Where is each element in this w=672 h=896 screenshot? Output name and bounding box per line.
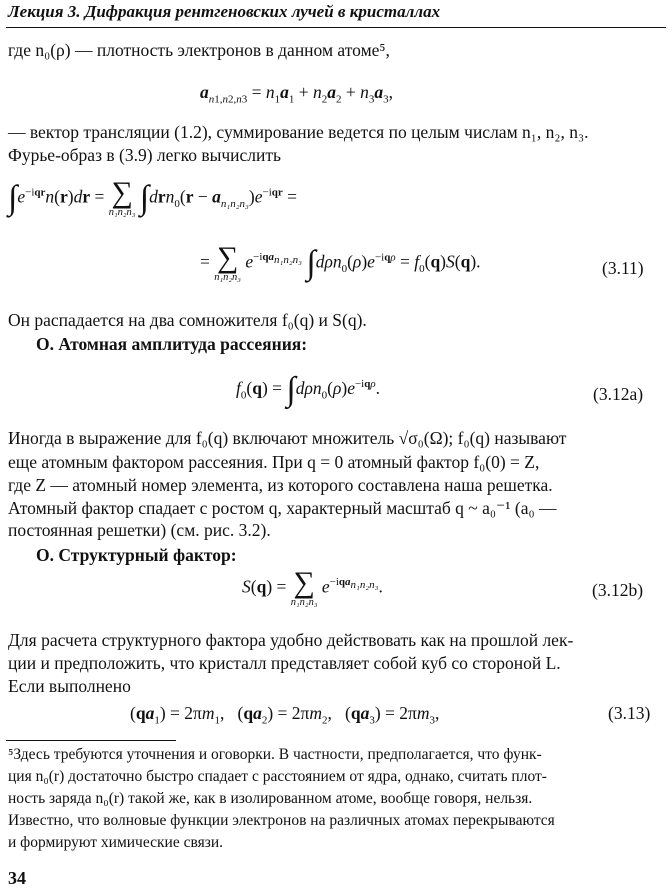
- equation-fourier-line1: $\int e^{-iqr}n(r)dr$ = ∑ n₁n₂n₃ $\int drn_0(r - a_{n_1n_2n_3})e^{-iqr}$ =: [8, 176, 297, 218]
- footnote-line-1: ⁵Здесь требуются уточнения и оговорки. В частности, предполагается, что функ-: [8, 746, 542, 763]
- text-line-3: Фурье-образ в (3.9) легко вычислить: [8, 145, 282, 165]
- page-number: 34: [8, 868, 26, 888]
- equation-fourier-line2: = ∑ n₁n₂n₃ $e^{-iqa_{n_1n_2n_3}}$ $\int d\rho n_0(\rho)e^{-iq\rho} = f_0(q)S(q)$.: [200, 241, 481, 283]
- equation-number-3-13: (3.13): [608, 703, 651, 723]
- text-line-2: — вектор трансляции (1.2), суммирование ведется по целым числам n₁, n₂, n₃.: [8, 122, 589, 142]
- footnote-line-3: ность заряда n₀(r) такой же, как в изолированном атоме, вообще говоря, нельзя.: [8, 790, 533, 807]
- footnote-line-2: ция n₀(r) достаточно быстро спадает с расстоянием от ядра, однако, считать плот-: [8, 768, 547, 785]
- equation-number-3-11: (3.11): [602, 258, 644, 278]
- footnote-line-4: Известно, что волновые функции электронов на различных атомах перекрываются: [8, 812, 555, 829]
- text-line-12: Для расчета структурного фактора удобно действовать как на прошлой лек-: [8, 630, 574, 650]
- text-line-8: где Z — атомный номер элемента, из которого составлена наша решетка.: [8, 475, 553, 495]
- footnote-rule: [6, 740, 176, 741]
- equation-atomic-amplitude: $f_0(q) = \int d\rho n_0(\rho)e^{-iq\rho}$.: [236, 371, 381, 408]
- text-line-1: где n₀(ρ) — плотность электронов в данном атоме⁵,: [8, 40, 390, 60]
- definition-atomic-amplitude: О. Атомная амплитуда рассеяния:: [36, 334, 308, 354]
- equation-translation-vector: $a_{n1,n2,n3} = n_1a_1 + n_2a_2 + n_3a_3$,: [200, 82, 393, 106]
- equation-number-3-12a: (3.12a): [593, 384, 644, 404]
- header-rule: [6, 27, 666, 28]
- text-line-10: постоянная решетки) (см. рис. 3.2).: [8, 520, 271, 540]
- running-header: Лекция 3. Дифракция рентгеновских лучей в кристаллах: [8, 2, 441, 21]
- text-line-6: Иногда в выражение для f₀(q) включают множитель √σ₀(Ω); f₀(q) называют: [8, 428, 567, 448]
- text-line-9: Атомный фактор спадает с ростом q, характерный масштаб q ~ a₀⁻¹ (a₀ —: [8, 498, 557, 518]
- text-line-14: Если выполнено: [8, 676, 131, 696]
- equation-structure-factor: S(q) = ∑ n₁n₂n₃ $e^{-iqa_{n_1n_2n_3}}$.: [242, 566, 383, 608]
- text-line-7: еще атомным фактором рассеяния. При q = 0 атомный фактор f₀(0) = Z,: [8, 452, 540, 472]
- equation-laue-conditions: $(qa_1) = 2\pi m_1$, $(qa_2) = 2\pi m_2$, $(qa_3) = 2\pi m_3$,: [130, 703, 440, 727]
- text-line-13: ции и предположить, что кристалл представляет собой куб со стороной L.: [8, 653, 561, 673]
- equation-number-3-12b: (3.12b): [592, 580, 644, 600]
- footnote-line-5: и формируют химические связи.: [8, 834, 223, 851]
- text-line-4: Он распадается на два сомножителя f₀(q) и S(q).: [8, 310, 367, 330]
- definition-structure-factor: О. Структурный фактор:: [36, 545, 237, 565]
